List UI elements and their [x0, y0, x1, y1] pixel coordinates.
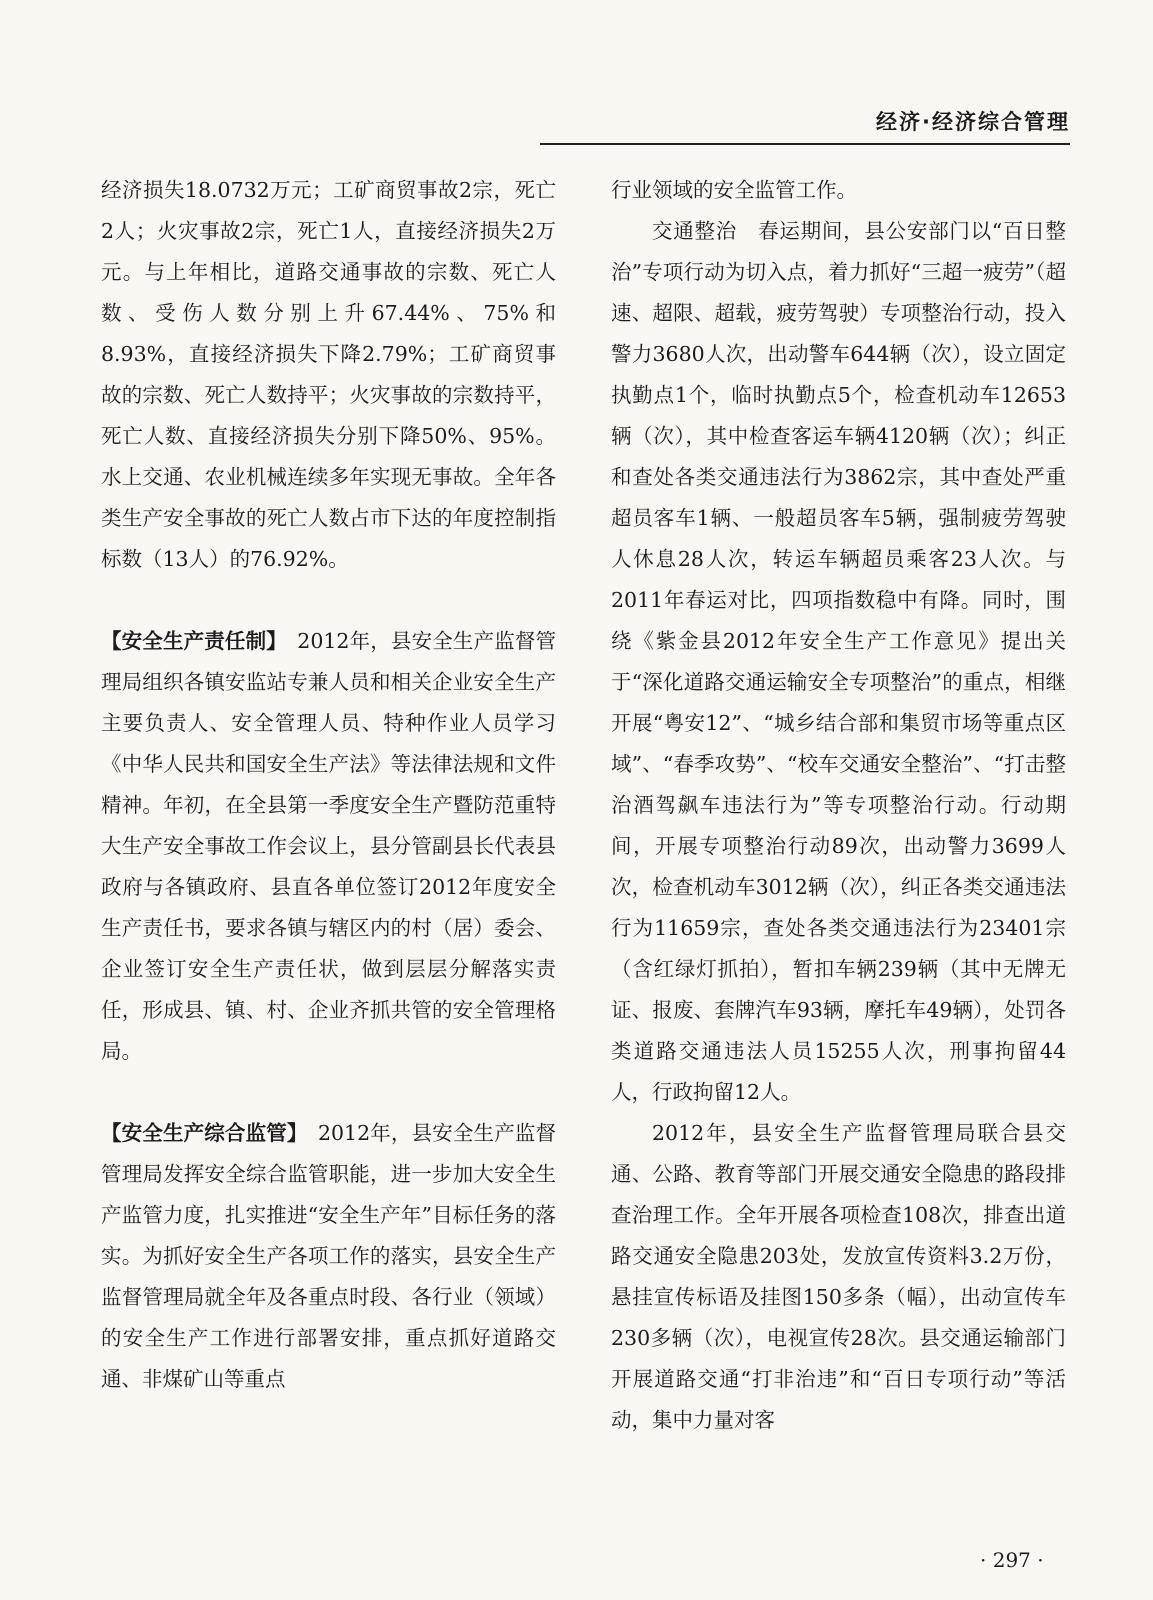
section-safety-responsibility [101, 621, 556, 1072]
page-number: · 297 · [980, 1548, 1044, 1572]
left-column [101, 170, 556, 1400]
paragraph-hazard-inspection: 2012年，县安全生产监督管理局联合县交通、公路、教育等部门开展交通安全隐患的路段排查治理工作。全年开展各项检查108次，排查出道路交通安全隐患203处，发放宣传资料3.2万份，悬挂宣传标语及挂图150多条（幅），出动宣传车230多辆（次），电视宣传28次。县交通运输部门开展道路交通“打非治违”和“百日专项行动”等活动，集中力量对客 [611, 1121, 1066, 1432]
paragraph-accident-statistics: 经济损失18.0732万元；工矿商贸事故2宗，死亡2人；火灾事故2宗，死亡1人，直接经济损失2万元。与上年相比，道路交通事故的宗数、死亡人数、受伤人数分别上升67.44%、75%和8.93%，直接经济损失下降2.79%；工矿商贸事故的宗数、死亡人数持平；火灾事故的宗数持平，死亡人数、直接经济损失分别下降50%、95%。水上交通、农业机械连续多年实现无事故。全年各类生产安全事故的死亡人数占市下达的年度控制指标数（13人）的76.92%。 [101, 178, 556, 571]
section-title-comprehensive-supervision: 【安全生产综合监管】 [101, 1121, 298, 1145]
section-text-safety-responsibility: 2012年，县安全生产监督管理局组织各镇安监站专兼人员和相关企业安全生产主要负责人、安全管理人员、特种作业人员学习《中华人民共和国安全生产法》等法律法规和文件精神。年初，在全县第一季度安全生产暨防范重特大生产安全事故工作会议上，县分管副县长代表县政府与各镇政府、县直各单位签订2012年度安全生产责任书，要求各镇与辖区内的村（居）委会、企业签订安全生产责任状，做到层层分解落实责任，形成县、镇、村、企业齐抓共管的安全管理格局。 [101, 629, 557, 1063]
section-comprehensive-supervision [101, 1113, 556, 1400]
section-text-comprehensive-supervision: 2012年，县安全生产监督管理局发挥安全综合监管职能，进一步加大安全生产监管力度，扎实推进“安全生产年”目标任务的落实。为抓好安全生产各项工作的落实，县安全生产监督管理局就全年及各重点时段、各行业（领域）的安全生产工作进行部署安排，重点抓好道路交通、非煤矿山等重点 [101, 1121, 557, 1391]
paragraph-gap [101, 580, 556, 621]
running-header: 经济·经济综合管理 [876, 110, 1070, 134]
right-column [611, 170, 1066, 1441]
paragraph-traffic-rectification [611, 211, 1066, 1113]
text-traffic-rectification: 春运期间，县公安部门以“百日整治”专项行动为切入点，着力抓好“三超一疲劳”（超速、超限、超载，疲劳驾驶）专项整治行动，投入警力3680人次，出动警车644辆（次），设立固定执勤点1个，临时执勤点5个，检查机动车12653辆（次），其中检查客运车辆4120辆（次）；纠正和查处各类交通违法行为3862宗，其中查处严重超员客车1辆、一般超员客车5辆，强制疲劳驾驶人休息28人次，转运车辆超员乘客23人次。与2011年春运对比，四项指数稳中有降。同时，围绕《紫金县2012年安全生产工作意见》提出关于“深化道路交通运输安全专项整治”的重点，相继开展“粤安12”、“城乡结合部和集贸市场等重点区域”、“春季攻势”、“校车交通安全整治”、“打击整治酒驾飙车违法行为”等专项整治行动。行动期间，开展专项整治行动89次，出动警力3699人次，检查机动车3012辆（次），纠正各类交通违法行为11659宗，查处各类交通违法行为23401宗（含红绿灯抓拍），暂扣车辆239辆（其中无牌无证、报废、套牌汽车93辆，摩托车49辆），处罚各类道路交通违法人员15255人次，刑事拘留44人，行政拘留12人。 [611, 219, 1066, 1104]
paragraph-gap [101, 1072, 556, 1113]
header-rule [540, 143, 1070, 145]
paragraph-continuation: 行业领域的安全监管工作。 [611, 178, 857, 202]
runin-traffic-rectification: 交通整治 [652, 219, 737, 243]
section-title-safety-responsibility: 【安全生产责任制】 [101, 629, 277, 653]
